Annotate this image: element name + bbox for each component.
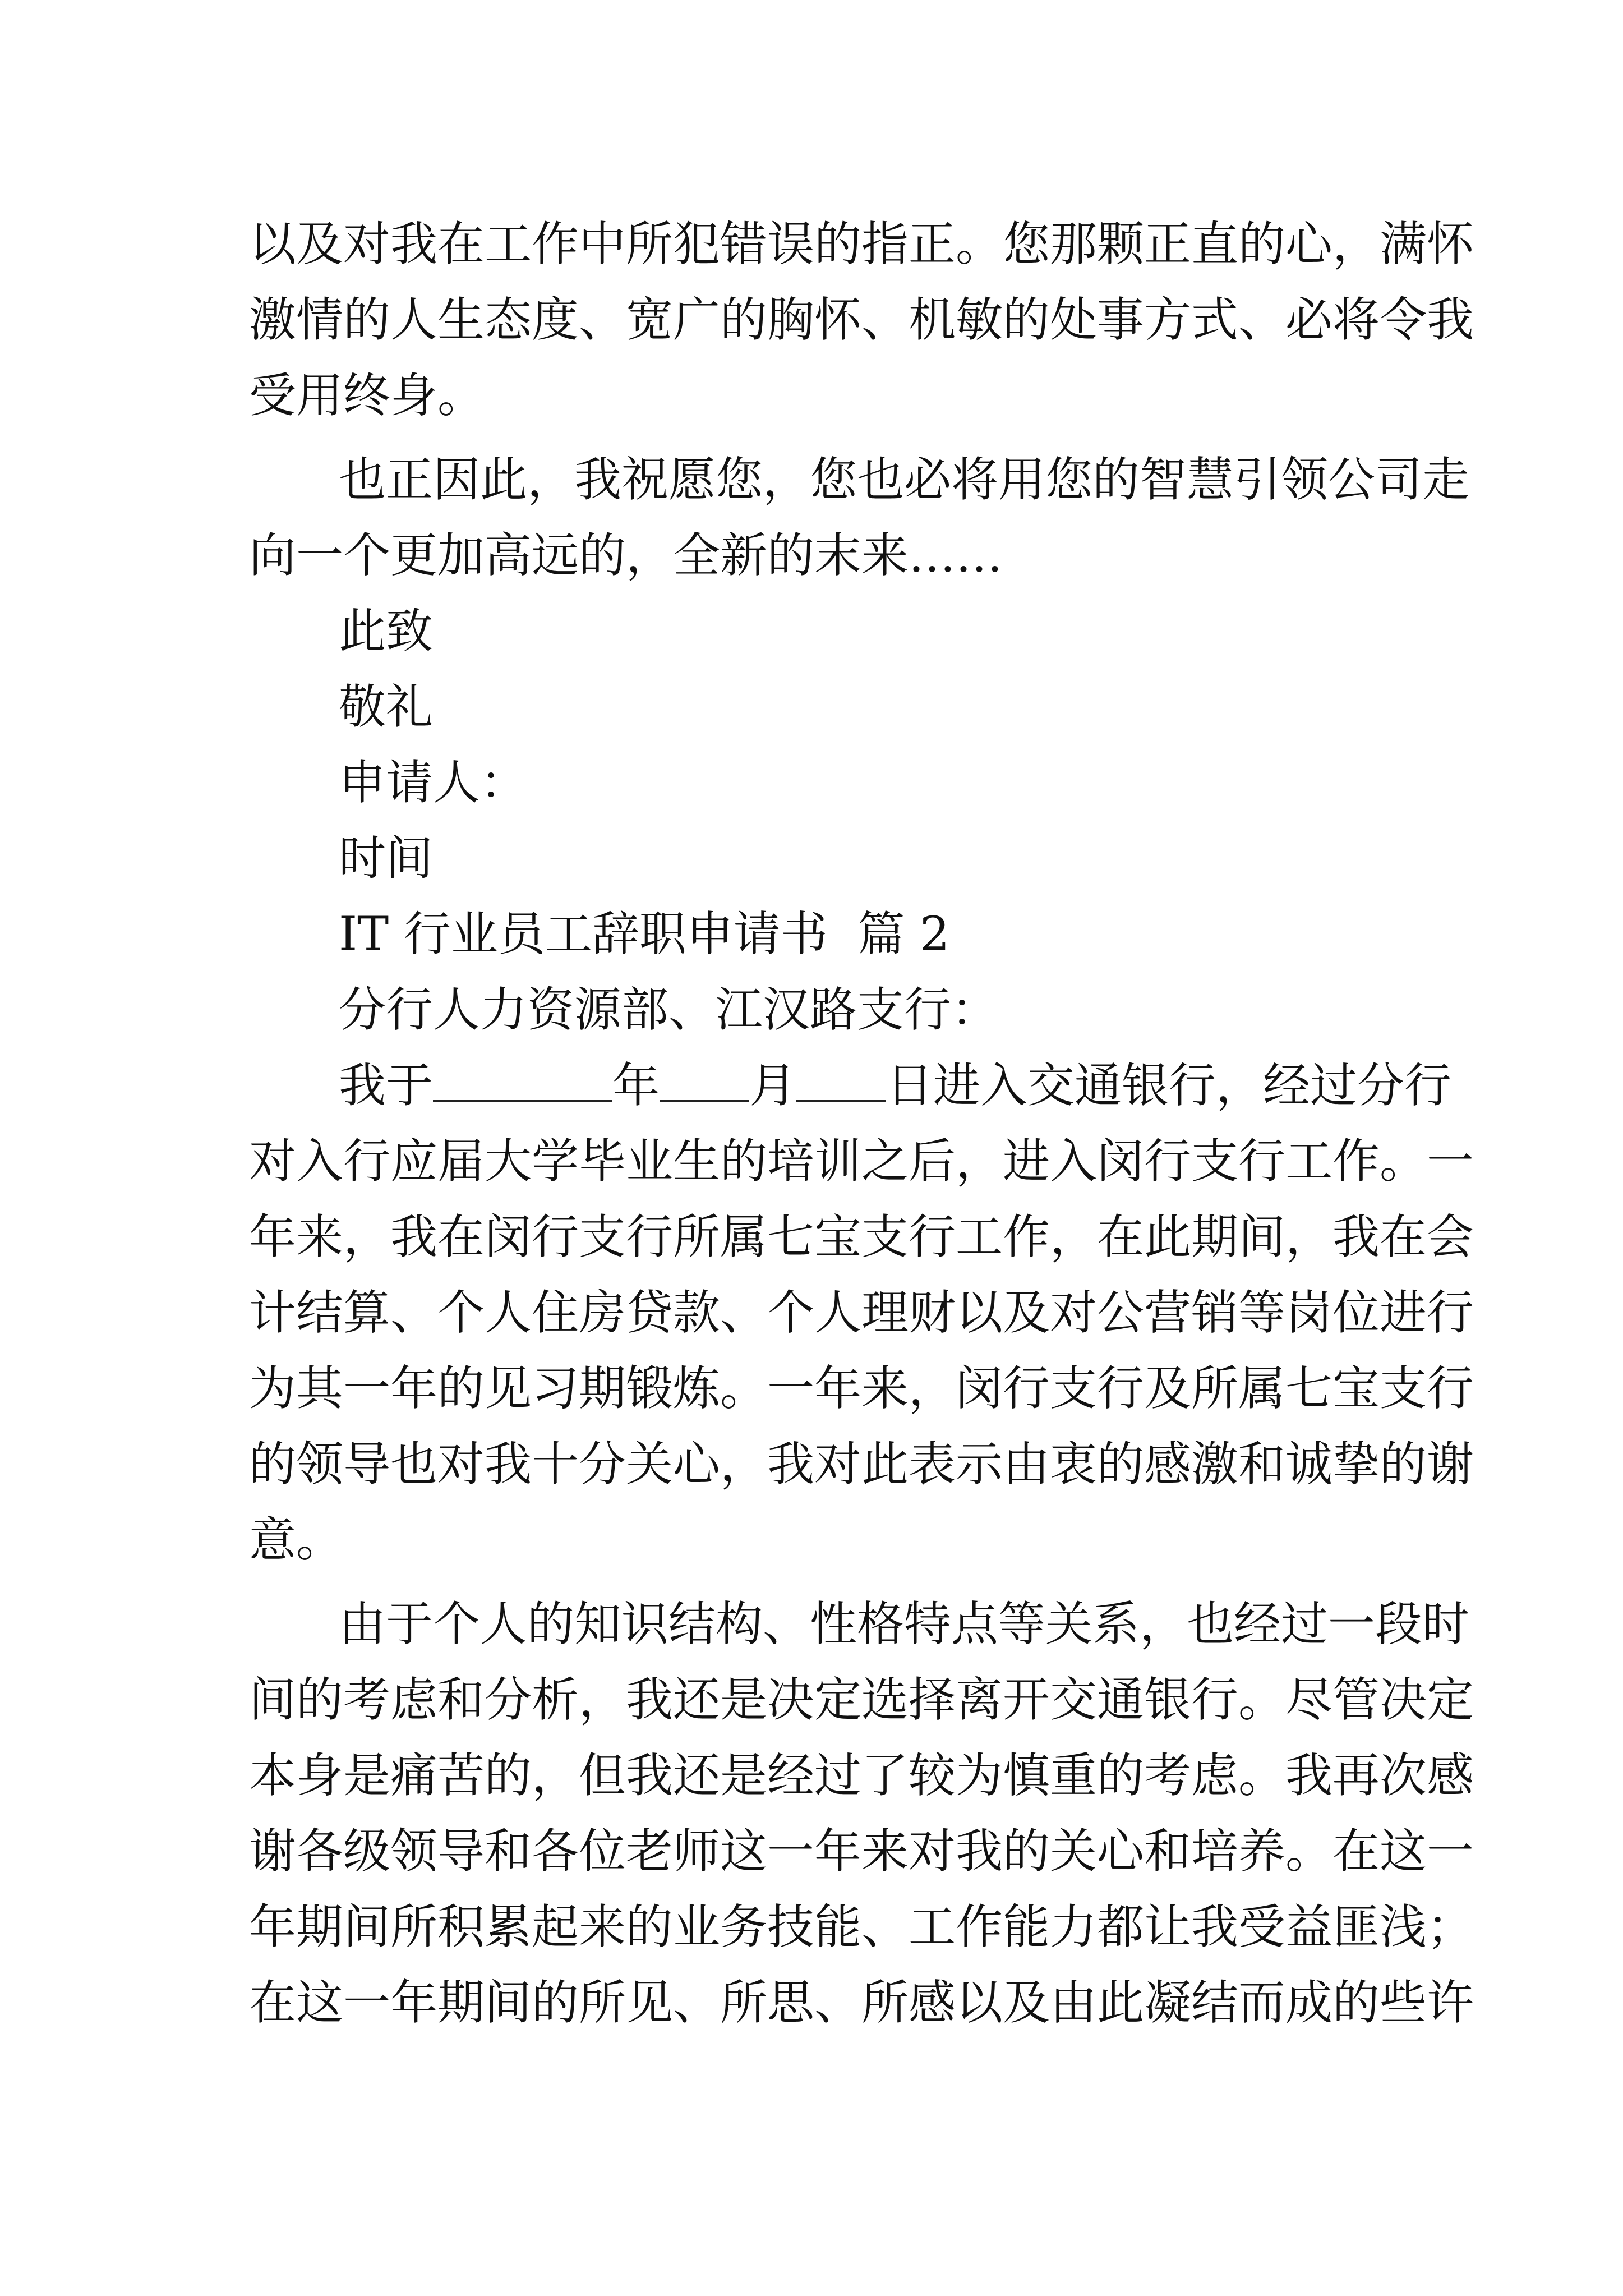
date-prefix: 我于 xyxy=(339,1058,434,1113)
salutation-line: 此致 xyxy=(339,604,434,659)
paragraph-line: 也正因此，我祝愿您，您也必将用您的智慧引领公司走 xyxy=(339,452,1470,507)
time-label: 时间 xyxy=(339,831,434,886)
day-blank xyxy=(796,1060,886,1102)
paragraph-line: 对入行应届大学毕业生的培训之后，进入闵行支行工作。一 xyxy=(249,1134,1474,1189)
paragraph-line: 在这一年期间的所见、所思、所感以及由此凝结而成的些许 xyxy=(249,1975,1474,2030)
paragraph-line: 的领导也对我十分关心，我对此表示由衷的感激和诚挚的谢 xyxy=(249,1437,1474,1492)
paragraph-line: 谢各级领导和各位老师这一年来对我的关心和培养。在这一 xyxy=(249,1824,1474,1879)
paragraph-line: 激情的人生态度、宽广的胸怀、机敏的处事方式、必将令我 xyxy=(249,292,1474,347)
month-label: 月 xyxy=(749,1058,797,1113)
paragraph-line: 受用终身。 xyxy=(249,368,485,423)
year-label: 年 xyxy=(612,1058,660,1113)
addressee: 分行人力资源部、江汉路支行： xyxy=(339,982,999,1037)
month-blank xyxy=(660,1060,749,1102)
section-heading: IT 行业员工辞职申请书 篇 2 xyxy=(339,907,950,961)
paragraph-line: 由于个人的知识结构、性格特点等关系，也经过一段时 xyxy=(339,1596,1470,1651)
paragraph-line: 本身是痛苦的，但我还是经过了较为慎重的考虑。我再次感 xyxy=(249,1748,1474,1803)
paragraph-line-with-blanks xyxy=(339,1057,1452,1114)
paragraph-line: 间的考虑和分析，我还是决定选择离开交通银行。尽管决定 xyxy=(249,1672,1474,1727)
paragraph-line: 意。 xyxy=(249,1512,344,1567)
paragraph-line: 年来，我在闵行支行所属七宝支行工作，在此期间，我在会 xyxy=(249,1209,1474,1264)
salutation-line: 敬礼 xyxy=(339,679,434,734)
paragraph-line: 向一个更加高远的，全新的末来…… xyxy=(249,528,1003,583)
paragraph-line: 以及对我在工作中所犯错误的指正。您那颗正直的心，满怀 xyxy=(249,217,1474,272)
date-suffix: 日进入交通银行，经过分行 xyxy=(886,1058,1452,1113)
paragraph-line: 为其一年的见习期锻炼。一年来，闵行支行及所属七宝支行 xyxy=(249,1361,1474,1416)
applicant-label: 申请人： xyxy=(339,755,528,810)
paragraph-line: 年期间所积累起来的业务技能、工作能力都让我受益匪浅； xyxy=(249,1899,1474,1954)
paragraph-line: 计结算、个人住房贷款、个人理财以及对公营销等岗位进行 xyxy=(249,1285,1474,1340)
year-blank xyxy=(433,1060,612,1102)
